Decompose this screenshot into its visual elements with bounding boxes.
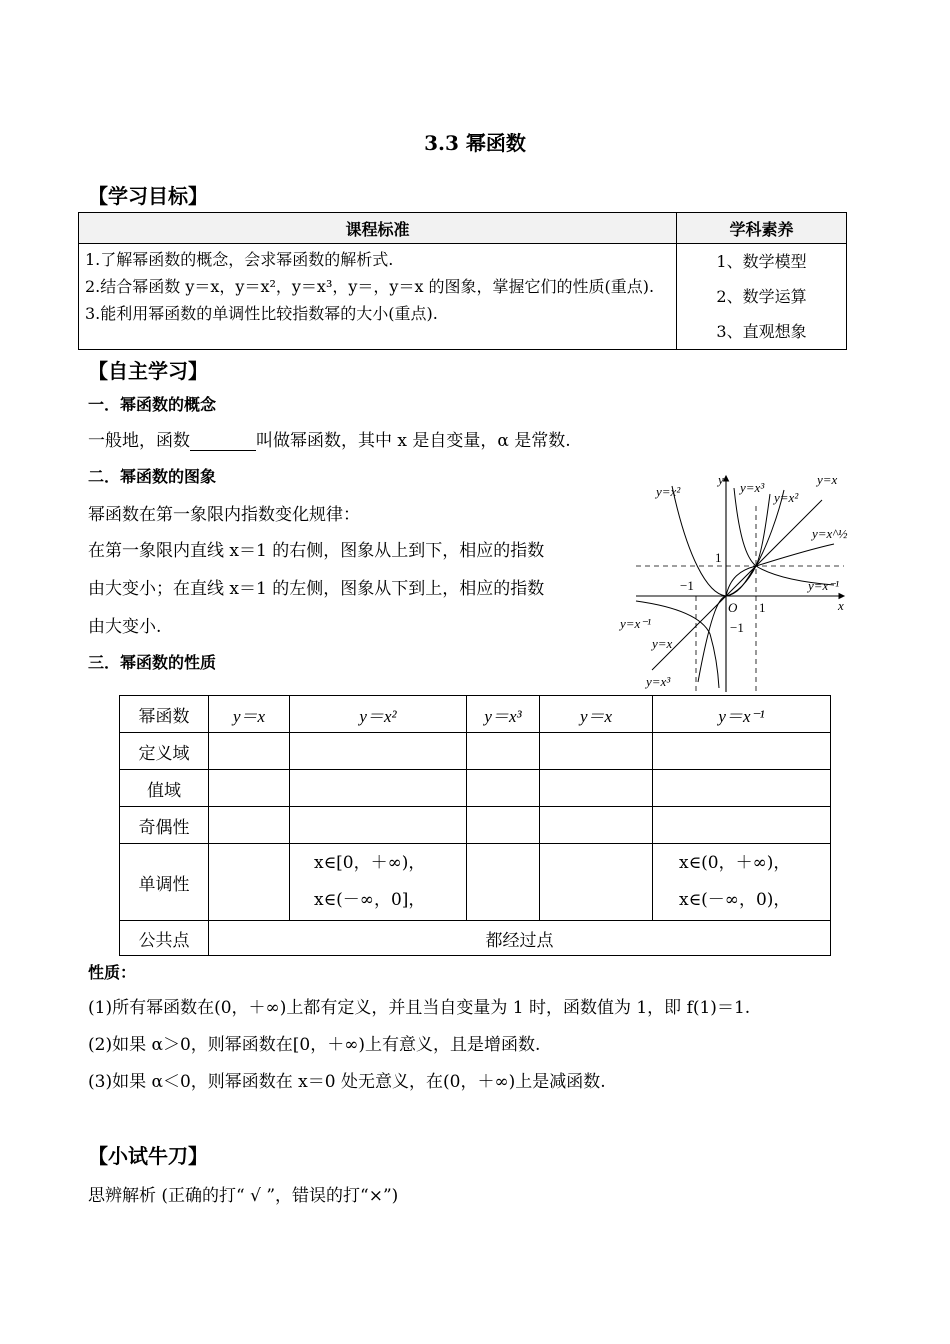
graph-label-yx-inv-left: y=x⁻¹ — [620, 616, 652, 631]
goals-standards-cell — [79, 244, 677, 350]
graph-label-neg-one-x: −1 — [680, 578, 694, 593]
page-title: 3.3 幂函数 — [424, 131, 526, 155]
practice-heading: 【小试牛刀】 — [88, 1144, 208, 1168]
practice-intro: 思辨解析 (正确的打“ √ ”，错误的打“×”) — [88, 1186, 399, 1206]
props-header-yx: y＝x — [232, 706, 266, 726]
graph-label-yx2-left: y=x² — [656, 484, 681, 499]
graph-label-yx2-top: y=x² — [774, 490, 799, 505]
section2-heading: 二．幂函数的图象 — [88, 467, 217, 486]
graph-label-yx3-top: y=x³ — [740, 480, 765, 495]
props-header-yx3: y＝x³ — [484, 706, 522, 726]
graph-label-one-y: 1 — [715, 550, 722, 565]
graph-label-one-x: 1 — [759, 600, 766, 615]
standard-2: 2.结合幂函数 y＝x，y＝x²，y＝x³，y＝，y＝x 的图象，掌握它们的性质(重点). — [85, 277, 655, 296]
standard-1: 1.了解幂函数的概念，会求幂函数的解析式. — [85, 250, 394, 269]
graph-label-yx3-bottom: y=x³ — [646, 674, 671, 689]
section2-line-1: 幂函数在第一象限内指数变化规律： — [88, 505, 360, 525]
graph-label-yx-half: y=x^½ — [812, 526, 848, 541]
graph-label-yx-top: y=x — [817, 472, 838, 487]
common-point-cell: 都经过点 — [209, 921, 831, 956]
props-header-yx-frac: y＝x — [579, 706, 613, 726]
self-study-heading: 【自主学习】 — [88, 359, 208, 383]
graph-label-neg-one-y: −1 — [730, 620, 744, 635]
graph-label-y-axis: y — [718, 472, 724, 487]
curve-x — [652, 500, 822, 670]
props-row-parity: 奇偶性 — [120, 807, 209, 844]
section1-text-before: 一般地，函数 — [88, 431, 190, 451]
literacy-2: 2、数学运算 — [716, 287, 807, 306]
props-row-domain: 定义域 — [120, 733, 209, 770]
graph-label-yx-left: y=x — [652, 636, 673, 651]
section2-line-3: 由大变小；在直线 x＝1 的左侧，图象从下到上，相应的指数 — [88, 579, 545, 599]
property-2: (2)如果 α＞0，则幂函数在[0，＋∞)上有意义，且是增函数. — [88, 1035, 541, 1055]
mono-inv-cell — [653, 844, 831, 921]
mono-x2-line2: x∈(－∞，0]， — [314, 890, 426, 910]
property-1: (1)所有幂函数在(0，＋∞)上都有定义，并且当自变量为 1 时，函数值为 1，即 f(1)＝1. — [88, 998, 751, 1018]
power-function-graph — [612, 466, 862, 694]
mono-x2-line1: x∈[0，＋∞)， — [314, 853, 426, 873]
graph-label-origin: O — [728, 600, 738, 615]
mono-inv-line1: x∈(0，＋∞)， — [679, 853, 791, 873]
literacy-1: 1、数学模型 — [716, 252, 807, 271]
section3-heading: 三．幂函数的性质 — [88, 653, 217, 672]
props-header-yx2: y＝x² — [359, 706, 397, 726]
literacy-3: 3、直观想象 — [716, 322, 807, 341]
property-3: (3)如果 α＜0，则幂函数在 x＝0 处无意义，在(0，＋∞)上是减函数. — [88, 1072, 606, 1092]
section2-line-2: 在第一象限内直线 x＝1 的右侧，图象从上到下，相应的指数 — [88, 541, 545, 561]
props-header-yx-inv: y＝x⁻¹ — [718, 706, 765, 726]
props-header-func: 幂函数 — [120, 696, 209, 733]
section1-text-after: 叫做幂函数，其中 x 是自变量，α 是常数. — [256, 431, 571, 451]
goals-col-standard: 课程标准 — [79, 213, 677, 244]
section1-text — [88, 426, 571, 451]
props-row-range: 值域 — [120, 770, 209, 807]
goals-literacy-cell — [677, 244, 847, 350]
section2-line-4: 由大变小. — [88, 617, 162, 637]
graph-label-x-axis: x — [838, 598, 844, 613]
standard-3: 3.能利用幂函数的单调性比较指数幂的大小(重点). — [85, 304, 438, 323]
mono-x2-cell — [290, 844, 467, 921]
properties-table — [119, 695, 831, 956]
props-row-common: 公共点 — [120, 921, 209, 956]
section1-heading: 一．幂函数的概念 — [88, 395, 217, 414]
mono-inv-line2: x∈(－∞，0)， — [679, 890, 791, 910]
properties-heading: 性质： — [88, 963, 137, 982]
goals-heading: 【学习目标】 — [88, 184, 208, 208]
props-row-monotonic: 单调性 — [120, 844, 209, 921]
goals-table — [78, 212, 847, 350]
goals-col-literacy: 学科素养 — [677, 213, 847, 244]
fill-blank — [190, 433, 256, 451]
graph-label-yx-inv-right: y=x⁻¹ — [808, 578, 840, 593]
